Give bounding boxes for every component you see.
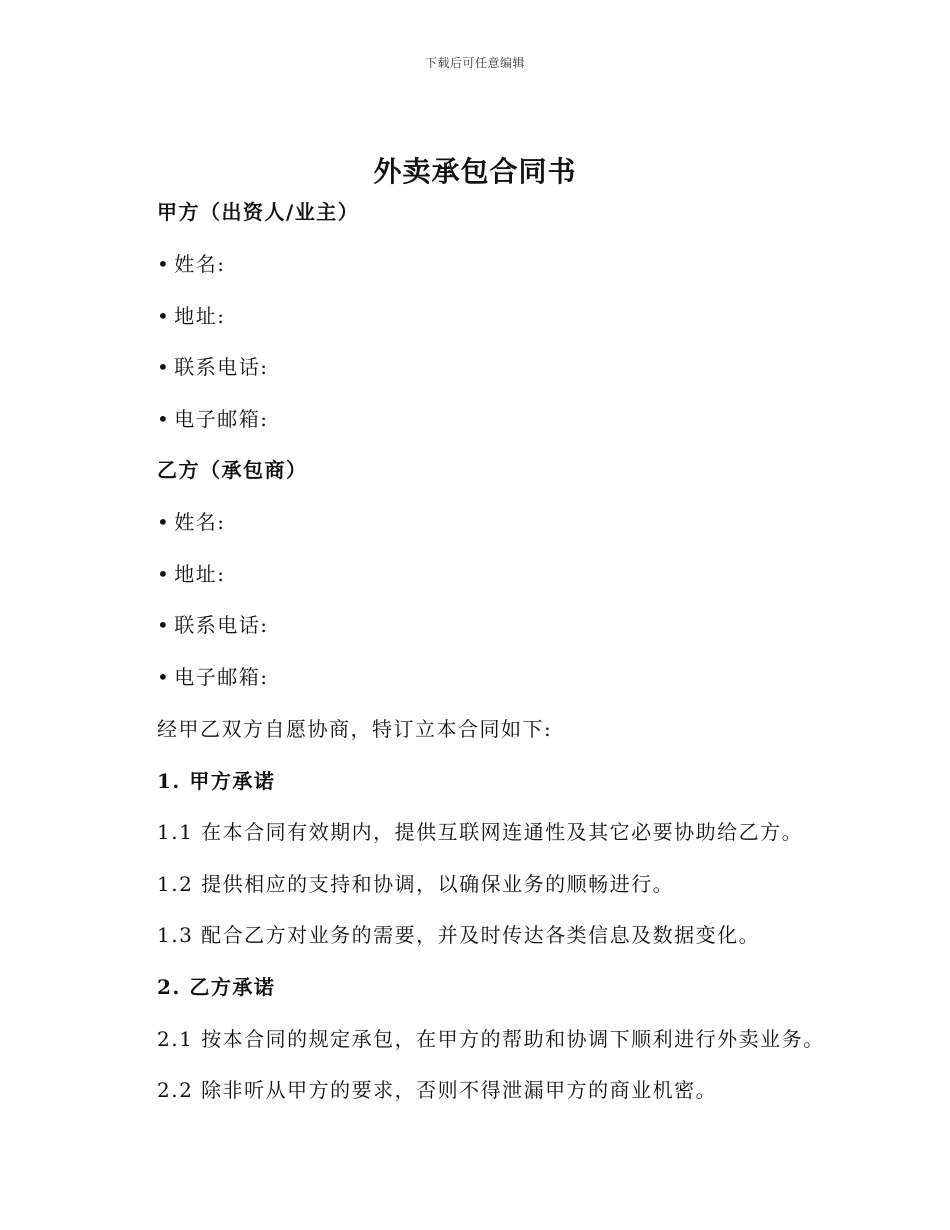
party-a-address-field bbox=[157, 302, 226, 330]
bullet-marker: • bbox=[157, 407, 171, 431]
field-label: 姓名: bbox=[174, 510, 226, 534]
field-label: 电子邮箱: bbox=[174, 665, 269, 689]
clause-1-3: 1.3 配合乙方对业务的需要，并及时传达各类信息及数据变化。 bbox=[157, 923, 761, 947]
document-title: 外卖承包合同书 bbox=[373, 155, 577, 188]
bullet-marker: • bbox=[157, 510, 171, 534]
party-b-heading: 乙方（承包商） bbox=[157, 458, 308, 482]
party-b-email-field bbox=[157, 663, 269, 691]
clause-2-2: 2.2 除非听从甲方的要求，否则不得泄漏甲方的商业机密。 bbox=[157, 1078, 718, 1102]
clause-1-2: 1.2 提供相应的支持和协调，以确保业务的顺畅进行。 bbox=[157, 872, 675, 896]
field-label: 联系电话: bbox=[174, 355, 269, 379]
field-label: 姓名: bbox=[174, 252, 226, 276]
bullet-marker: • bbox=[157, 355, 171, 379]
party-a-phone-field bbox=[157, 353, 269, 381]
party-a-name-field bbox=[157, 250, 226, 278]
party-b-phone-field bbox=[157, 611, 269, 639]
party-b-address-field bbox=[157, 560, 226, 588]
contract-intro: 经甲乙双方自愿协商，特订立本合同如下: bbox=[157, 717, 553, 741]
field-label: 地址: bbox=[174, 304, 226, 328]
section-2-heading: 2. 乙方承诺 bbox=[157, 975, 276, 999]
bullet-marker: • bbox=[157, 562, 171, 586]
bullet-marker: • bbox=[157, 665, 171, 689]
clause-1-1: 1.1 在本合同有效期内，提供互联网连通性及其它必要协助给乙方。 bbox=[157, 820, 804, 844]
party-b-name-field bbox=[157, 508, 226, 536]
bullet-marker: • bbox=[157, 304, 171, 328]
field-label: 地址: bbox=[174, 562, 226, 586]
party-a-email-field bbox=[157, 405, 269, 433]
bullet-marker: • bbox=[157, 613, 171, 637]
party-a-heading: 甲方（出资人/业主） bbox=[157, 200, 360, 224]
clause-2-1: 2.1 按本合同的规定承包，在甲方的帮助和协调下顺利进行外卖业务。 bbox=[157, 1027, 825, 1051]
field-label: 联系电话: bbox=[174, 613, 269, 637]
bullet-marker: • bbox=[157, 252, 171, 276]
field-label: 电子邮箱: bbox=[174, 407, 269, 431]
section-1-heading: 1. 甲方承诺 bbox=[157, 769, 276, 793]
header-note: 下载后可任意编辑 bbox=[424, 56, 525, 70]
